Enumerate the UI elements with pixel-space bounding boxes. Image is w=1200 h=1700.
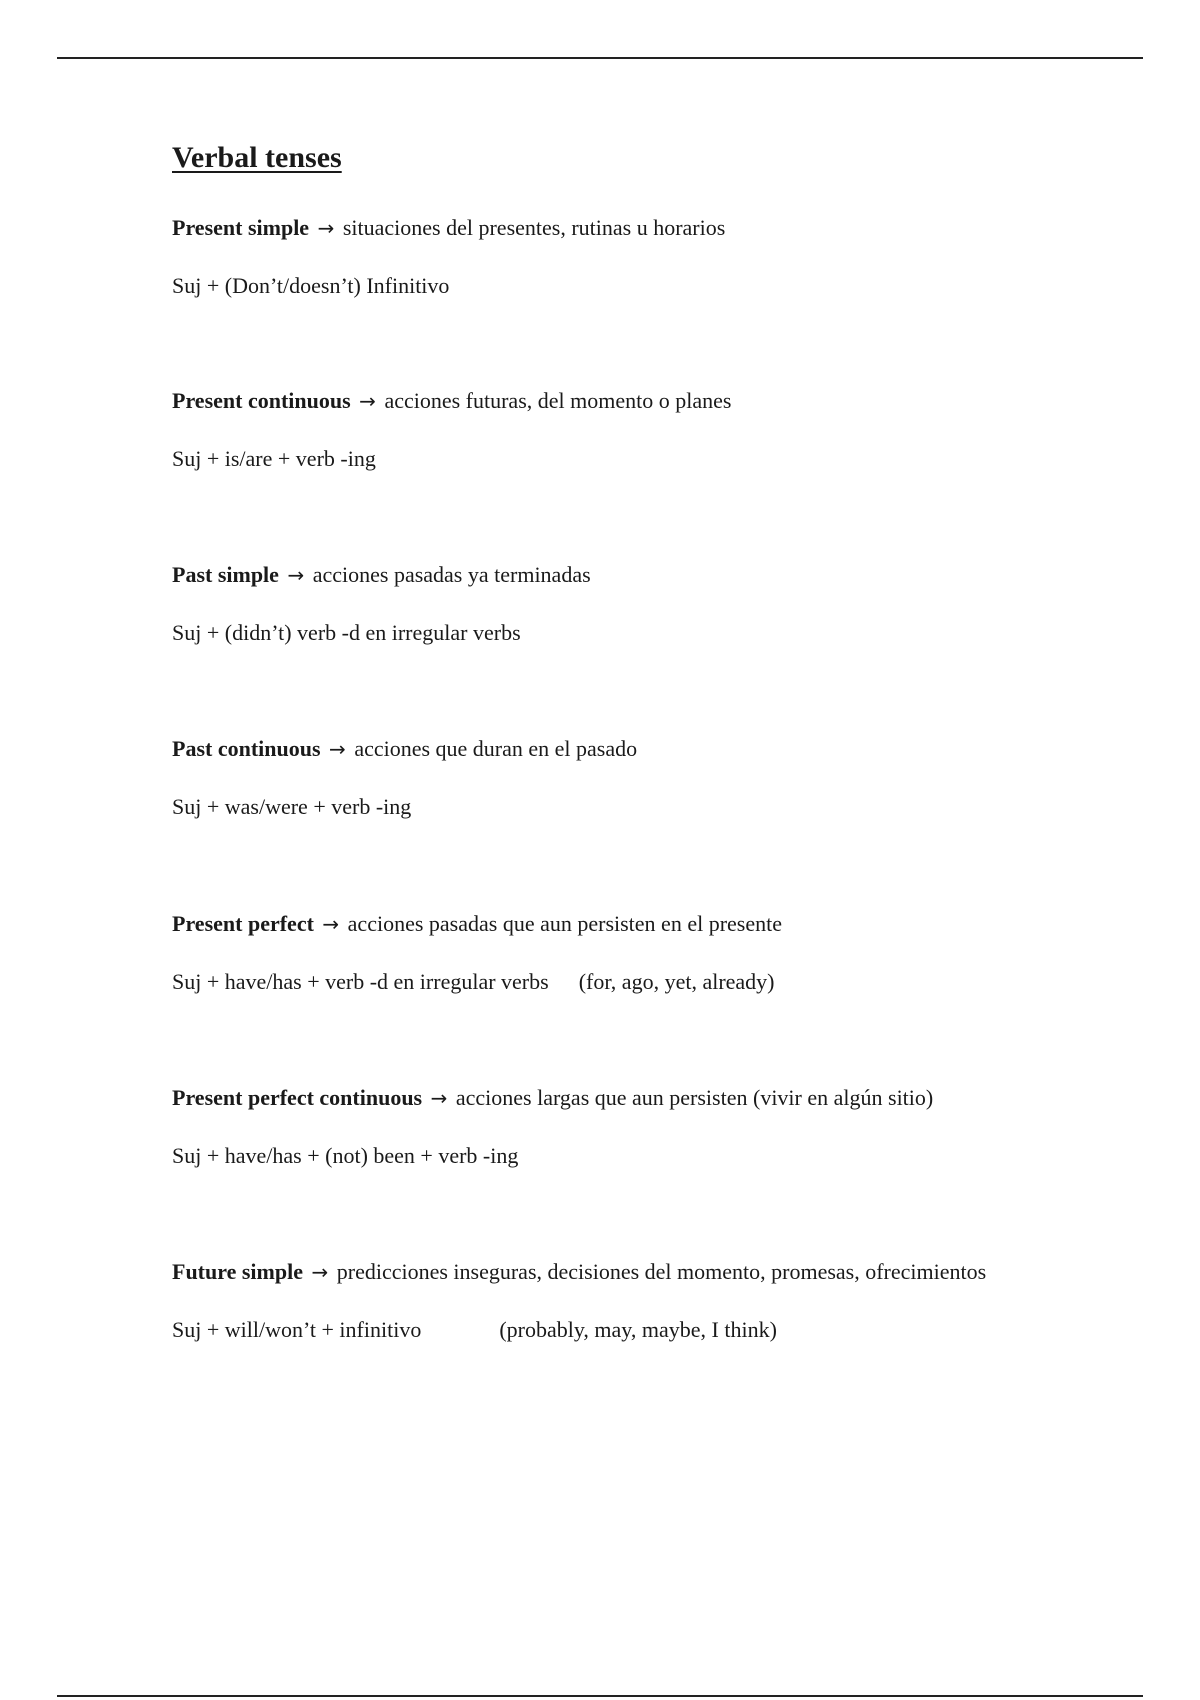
tense-definition xyxy=(172,555,1028,595)
tense-section-future-simple xyxy=(172,1252,1028,1350)
arrow-right-icon: → xyxy=(430,1086,448,1110)
tense-section-present-perfect xyxy=(172,904,1028,1002)
arrow-right-icon: → xyxy=(322,912,340,936)
tense-formula xyxy=(172,266,1028,306)
tense-section-present-perfect-continuous xyxy=(172,1078,1028,1176)
tense-name: Future simple xyxy=(172,1259,303,1284)
arrow-right-icon: → xyxy=(287,563,305,587)
tense-name: Past continuous xyxy=(172,736,321,761)
formula-hint: (probably, may, maybe, I think) xyxy=(499,1317,777,1342)
tense-name: Present continuous xyxy=(172,388,351,413)
tense-formula xyxy=(172,439,1028,479)
tense-name: Present perfect xyxy=(172,911,314,936)
tense-section-present-continuous xyxy=(172,381,1028,479)
header-rule xyxy=(57,57,1143,59)
tense-description: predicciones inseguras, decisiones del momento, promesas, ofrecimientos xyxy=(336,1259,987,1284)
tense-name: Present simple xyxy=(172,215,310,240)
arrow-right-icon: → xyxy=(311,1260,329,1284)
tense-name: Past simple xyxy=(172,562,279,587)
tense-description: acciones que duran en el pasado xyxy=(354,736,638,761)
tense-definition xyxy=(172,729,1028,769)
tense-description: acciones largas que aun persisten (vivir en algún sitio) xyxy=(455,1085,934,1110)
tense-definition xyxy=(172,1078,1028,1118)
formula-text: Suj + (didn’t) verb -d en irregular verbs xyxy=(172,620,521,645)
tense-formula xyxy=(172,787,1028,827)
tense-definition xyxy=(172,904,1028,944)
arrow-right-icon: → xyxy=(329,737,346,761)
tense-definition xyxy=(172,1252,1028,1292)
formula-text: Suj + have/has + verb -d en irregular verbs xyxy=(172,969,549,994)
page-title: Verbal tenses xyxy=(172,141,342,174)
tense-description: situaciones del presentes, rutinas u horarios xyxy=(342,215,726,240)
tense-description: acciones pasadas que aun persisten en el presente xyxy=(347,911,782,936)
tense-description: acciones futuras, del momento o planes xyxy=(384,388,732,413)
tense-section-past-simple xyxy=(172,555,1028,653)
formula-text: Suj + was/were + verb -ing xyxy=(172,794,412,819)
tense-section-present-simple xyxy=(172,208,1028,306)
tense-definition xyxy=(172,208,1028,248)
formula-hint: (for, ago, yet, already) xyxy=(578,969,775,994)
footer-rule xyxy=(57,1695,1143,1697)
tense-name: Present perfect continuous xyxy=(172,1085,423,1110)
formula-text: Suj + have/has + (not) been + verb -ing xyxy=(172,1143,519,1168)
tense-formula xyxy=(172,613,1028,653)
formula-text: Suj + will/won’t + infinitivo xyxy=(172,1317,422,1342)
tense-formula xyxy=(172,1310,1028,1350)
formula-text: Suj + (Don’t/doesn’t) Infinitivo xyxy=(172,273,450,298)
tense-formula xyxy=(172,1136,1028,1176)
tense-definition xyxy=(172,381,1028,421)
tense-section-past-continuous xyxy=(172,729,1028,827)
arrow-right-icon: → xyxy=(359,389,376,413)
tense-description: acciones pasadas ya terminadas xyxy=(312,562,591,587)
tense-formula xyxy=(172,962,1028,1002)
formula-text: Suj + is/are + verb -ing xyxy=(172,446,376,471)
arrow-right-icon: → xyxy=(317,216,335,240)
